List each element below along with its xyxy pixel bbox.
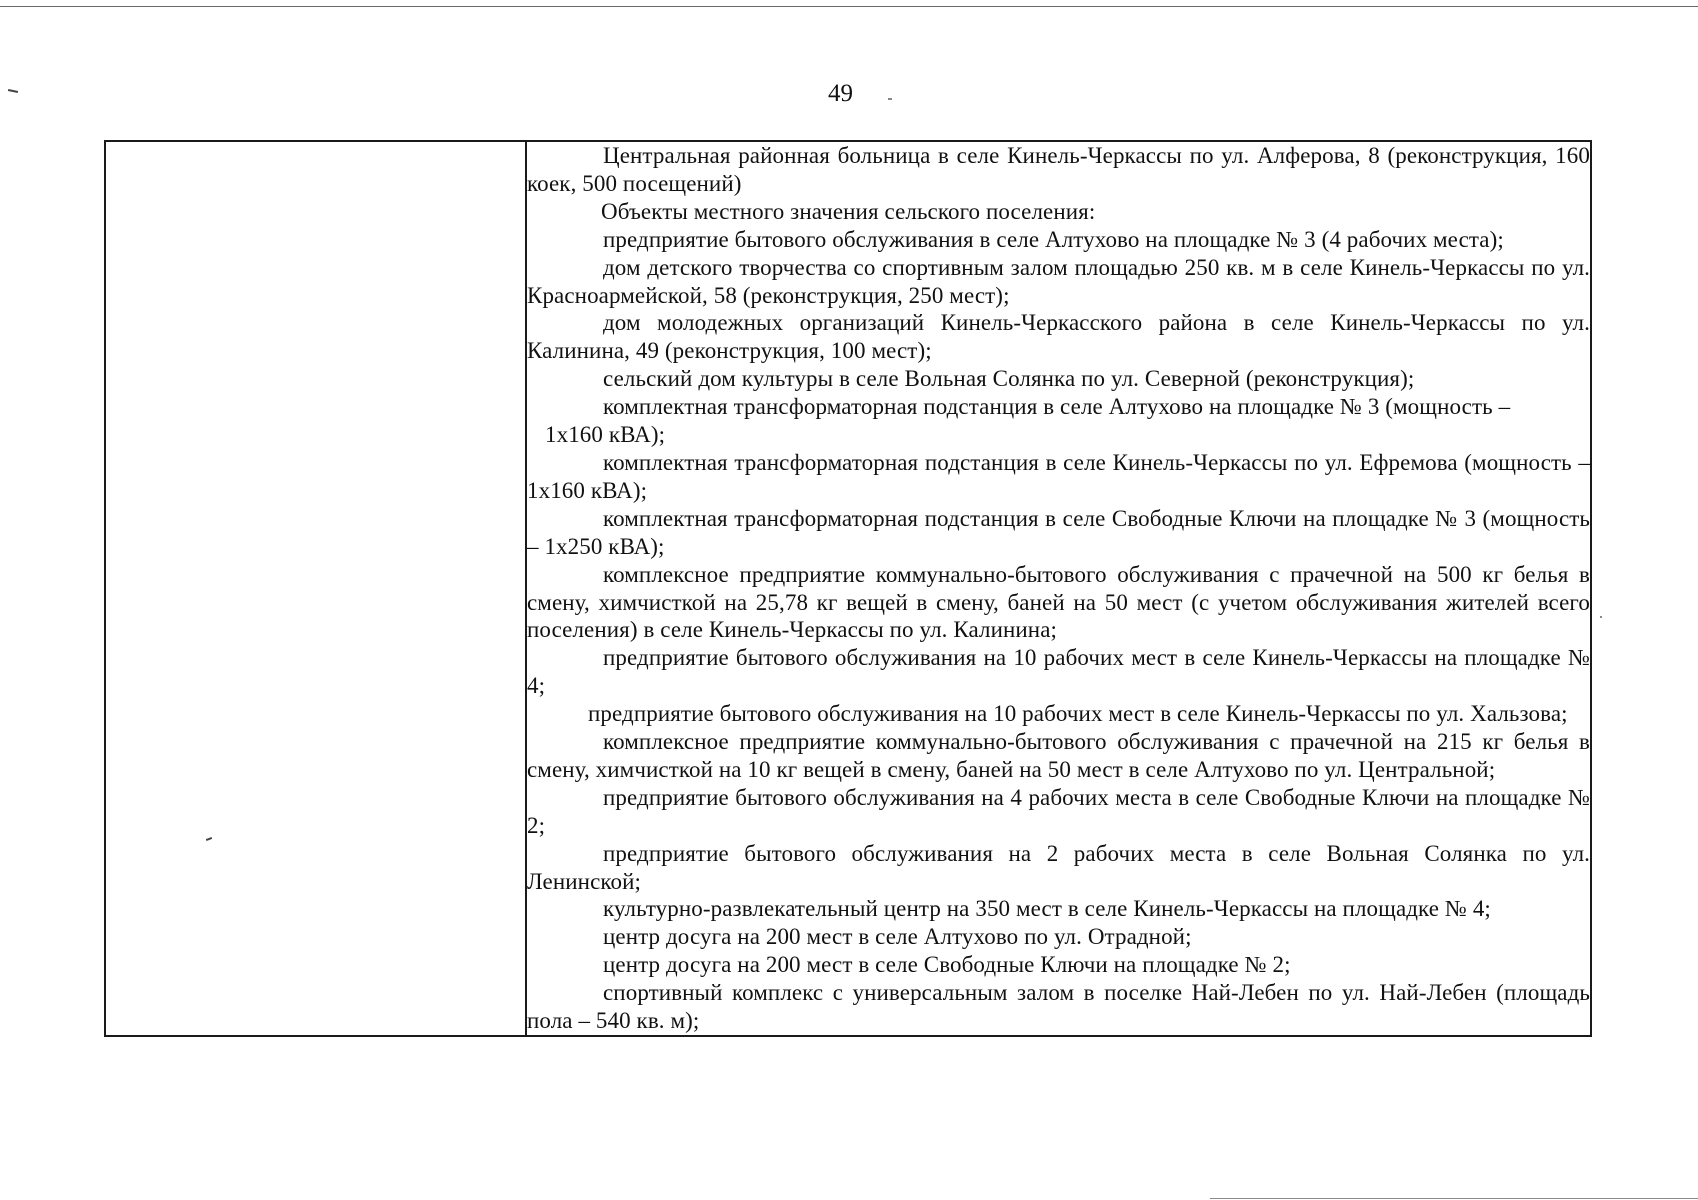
paragraph: комплектная трансформаторная подстанция в селе Алтухово на площадке № 3 (мощность – — [603, 394, 1511, 420]
paragraph: предприятие бытового обслуживания на 2 рабочих места в селе Вольная Солянка по ул. Ленинской; — [527, 840, 1590, 894]
paragraph: предприятие бытового обслуживания на 4 рабочих места в селе Свободные Ключи на площадке № 2; — [527, 784, 1590, 838]
paragraph: дом детского творчества со спортивным залом площадью 250 кв. м в селе Кинель-Черкассы по ул. Красноармейской, 58 (реконструкция, 250 мест); — [527, 254, 1590, 308]
paragraph: предприятие бытового обслуживания в селе Алтухово на площадке № 3 (4 рабочих места); — [603, 226, 1504, 252]
paragraph: культурно-развлекательный центр на 350 мест в селе Кинель-Черкассы на площадке № 4; — [603, 896, 1491, 922]
paragraph: комплектная трансформаторная подстанция в селе Кинель-Черкассы по ул. Ефремова (мощность – 1х160 кВА); — [527, 449, 1590, 503]
paragraph: сельский дом культуры в селе Вольная Солянка по ул. Северной (реконструкция); — [603, 366, 1415, 392]
page-number: 49 — [828, 80, 853, 107]
top-border-line — [0, 6, 1698, 7]
paragraph: дом молодежных организаций Кинель-Черкасского района в селе Кинель-Черкассы по ул. Калинина, 49 (реконструкция, 100 мест); — [527, 310, 1590, 364]
paragraph: центр досуга на 200 мест в селе Алтухово по ул. Отрадной; — [603, 924, 1192, 950]
table-row — [105, 141, 1591, 1036]
paragraph-continuation: 1х160 кВА); — [545, 422, 666, 448]
paragraph: спортивный комплекс с универсальным залом в поселке Най-Лебен по ул. Най-Лебен (площадь пола – 540 кв. м); — [527, 980, 1590, 1034]
paragraph: комплектная трансформаторная подстанция в селе Свободные Ключи на площадке № 3 (мощность – 1х250 кВА); — [527, 505, 1590, 559]
empty-left-cell — [105, 141, 526, 1036]
paragraph: комплексное предприятие коммунально-бытового обслуживания с прачечной на 500 кг белья в смену, химчисткой на 25,78 кг вещей в смену, баней на 50 мест (с учетом обслуживания жителей всего поселения) в селе Кинель-Черкассы по ул. Калинина; — [527, 561, 1590, 643]
scan-speck — [8, 89, 18, 93]
paragraph: комплексное предприятие коммунально-бытового обслуживания с прачечной на 215 кг белья в смену, химчисткой на 10 кг вещей в смену, баней на 50 мест в селе Алтухово по ул. Центральной; — [527, 729, 1590, 782]
content-cell — [526, 141, 1591, 1036]
paragraph: предприятие бытового обслуживания на 10 рабочих мест в селе Кинель-Черкассы по ул. Хальзова; — [588, 701, 1568, 727]
paragraph: Центральная районная больница в селе Кинель-Черкассы по ул. Алферова, 8 (реконструкция, 160 коек, 500 посещений) — [527, 143, 1590, 196]
paragraph: предприятие бытового обслуживания на 10 рабочих мест в селе Кинель-Черкассы на площадке № 4; — [527, 645, 1590, 699]
scan-speck — [1600, 616, 1602, 618]
section-heading: Объекты местного значения сельского поселения: — [601, 198, 1096, 224]
document-table — [104, 140, 1592, 1037]
paragraph: центр досуга на 200 мест в селе Свободные Ключи на площадке № 2; — [603, 952, 1291, 978]
bottom-border-line — [1210, 1198, 1698, 1199]
scan-speck — [888, 98, 892, 100]
